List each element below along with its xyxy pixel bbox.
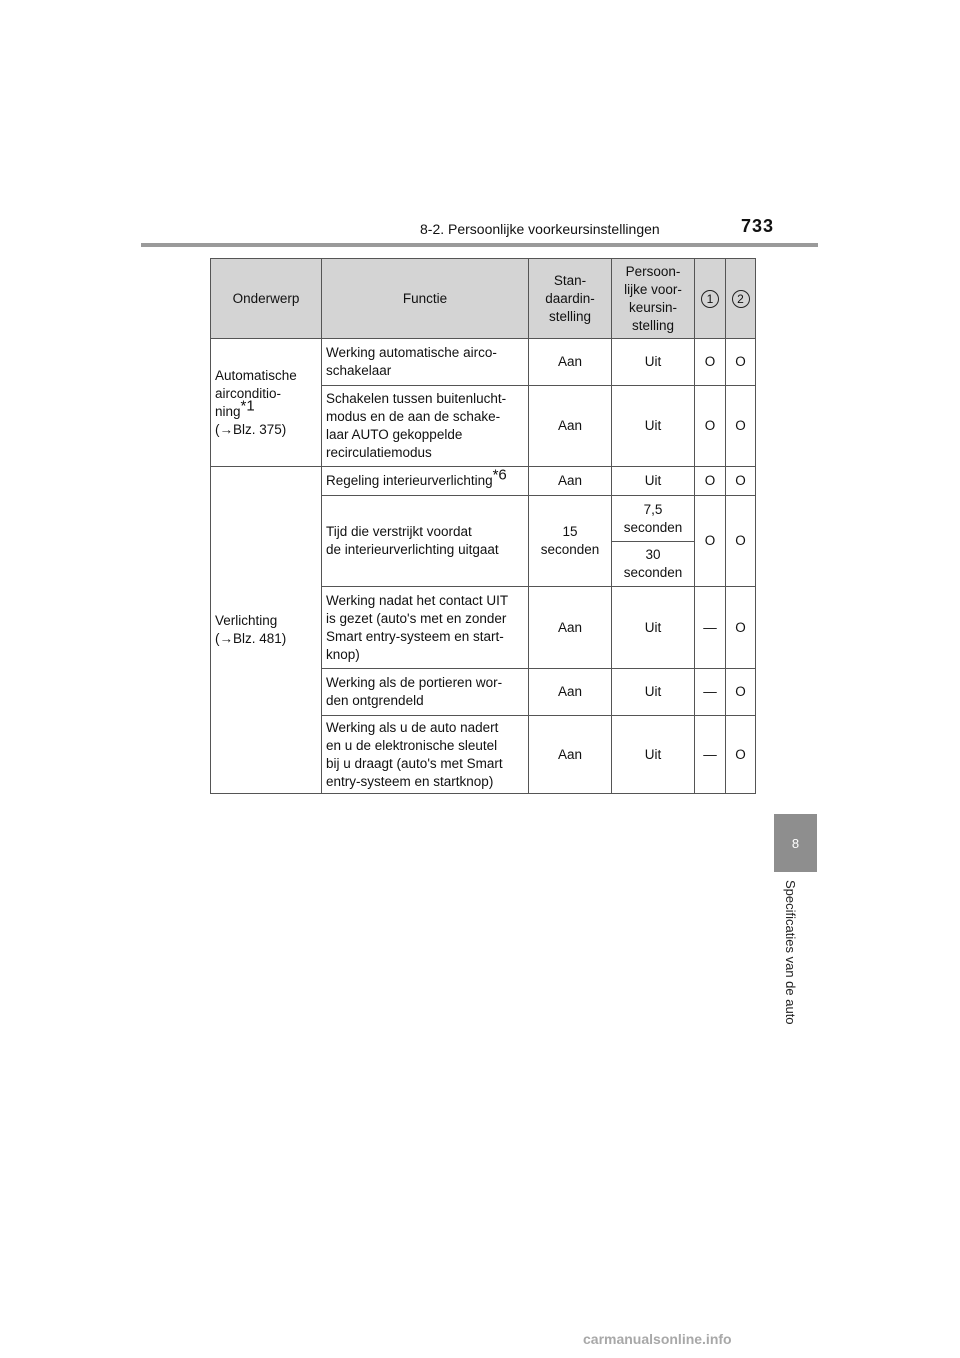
standard-cell: Aan [529, 716, 612, 794]
standard-cell: Aan [529, 669, 612, 716]
function-cell [322, 467, 529, 496]
personal-cell: Uit [612, 339, 695, 386]
footnote-marker: *6 [492, 466, 507, 484]
personal-cell: Uit [612, 587, 695, 669]
subject-name: Verlichting [215, 613, 278, 628]
col2-cell: O [726, 669, 756, 716]
subject-ref: (→Blz. 481) [215, 631, 287, 646]
personal-cell: 7,5 seconden [612, 496, 695, 542]
footnote-marker: *1 [240, 397, 255, 414]
chapter-title: Specificaties van de auto [783, 880, 798, 1025]
table-row [211, 467, 756, 496]
subject-cell [211, 339, 322, 467]
header-functie: Functie [322, 259, 529, 339]
header-col-2 [726, 259, 756, 339]
standard-cell: Aan [529, 587, 612, 669]
col1-cell: — [695, 669, 726, 716]
col1-cell: — [695, 587, 726, 669]
page-number: 733 [741, 216, 775, 236]
subject-name: Automatische airconditio- ning [215, 367, 297, 419]
section-title: 8-2. Persoonlijke voorkeursinstellingen [420, 221, 660, 237]
subject-ref: (→Blz. 375) [215, 421, 287, 437]
watermark: carmanualsonline.info [583, 1331, 732, 1347]
circled-2-icon: 2 [732, 290, 750, 308]
header-standaard: Stan- daardin- stelling [529, 259, 612, 339]
col2-cell: O [726, 467, 756, 496]
standard-cell: 15 seconden [529, 496, 612, 587]
table-header-row [211, 259, 756, 339]
personal-alt-cell: 30 seconden [612, 542, 695, 587]
col2-cell: O [726, 339, 756, 386]
function-cell: Werking nadat het contact UIT is gezet (auto's met en zonder Smart entry-systeem en start- knop) [322, 587, 529, 669]
header-col-1 [695, 259, 726, 339]
personal-cell: Uit [612, 669, 695, 716]
chapter-tab [774, 814, 817, 872]
circled-1-icon: 1 [701, 290, 719, 308]
standard-cell: Aan [529, 467, 612, 496]
col1-cell: O [695, 467, 726, 496]
col2-cell: O [726, 386, 756, 467]
col1-cell: O [695, 386, 726, 467]
function-cell: Schakelen tussen buitenlucht- modus en de aan de schake- laar AUTO gekoppelde recirculatiemodus [322, 386, 529, 467]
function-cell: Tijd die verstrijkt voordat de interieurverlichting uitgaat [322, 496, 529, 587]
chapter-number: 8 [791, 835, 800, 851]
settings-table [210, 258, 756, 794]
col1-cell: O [695, 339, 726, 386]
function-cell: Werking als de portieren wor- den ontgrendeld [322, 669, 529, 716]
standard-cell: Aan [529, 386, 612, 467]
col2-cell: O [726, 587, 756, 669]
header-rule [141, 243, 818, 247]
header-persoonlijk: Persoon- lijke voor- keursin- stelling [612, 259, 695, 339]
col2-cell: O [726, 716, 756, 794]
col1-cell: O [695, 496, 726, 587]
function-cell: Werking als u de auto nadert en u de elektronische sleutel bij u draagt (auto's met Smart entry-systeem en startknop) [322, 716, 529, 794]
personal-cell: Uit [612, 386, 695, 467]
col1-cell: — [695, 716, 726, 794]
personal-cell: Uit [612, 716, 695, 794]
subject-cell [211, 467, 322, 794]
personal-cell: Uit [612, 467, 695, 496]
function-text: Regeling interieurverlichting [326, 473, 493, 488]
table-row [211, 339, 756, 386]
header-onderwerp: Onderwerp [211, 259, 322, 339]
col2-cell: O [726, 496, 756, 587]
function-cell: Werking automatische airco- schakelaar [322, 339, 529, 386]
standard-cell: Aan [529, 339, 612, 386]
